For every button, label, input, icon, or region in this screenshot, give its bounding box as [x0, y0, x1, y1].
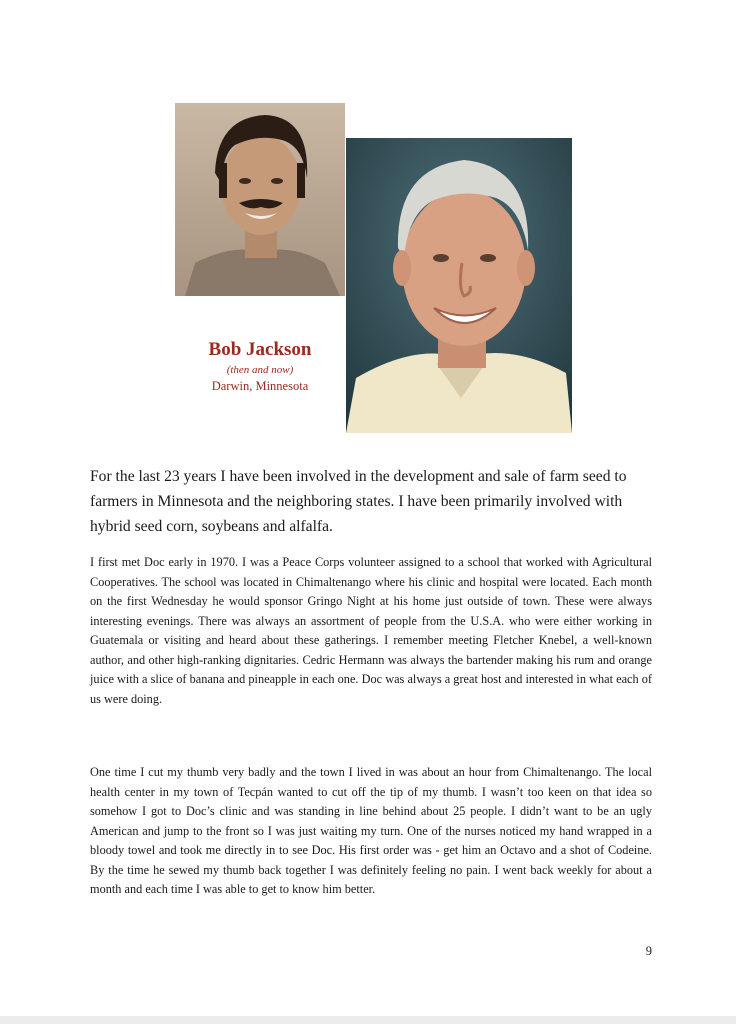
intro-paragraph: For the last 23 years I have been involved in the development and sale of farm seed to farmers in Minnesota and the neighboring states. I have been primarily involved with hybrid seed corn, soybeans and alfalfa.: [90, 468, 627, 535]
body-paragraph-1: I first met Doc early in 1970. I was a Peace Corps volunteer assigned to a school that worked with Agricultural Cooperatives. The school was located in Chimaltenango where his clinic and hospital were located. Each month on the first Wednesday he would sponsor Gringo Night at his home just outside of town. These were always interesting evenings. There was always an assortment of people from the U.S.A. who were either working in Guatemala or visiting and heard about these gatherings. I remember meeting Fletcher Knebel, a well-known author, and other high-ranking dignitaries. Cedric Hermann was always the bartender making his rum and orange juice with a slice of banana and pineapple in each one. Doc was always a great host and interested in what each of us were doing.: [90, 555, 652, 706]
page-number: 9: [645, 944, 652, 958]
caption-subtitle: (then and now): [226, 364, 294, 376]
photo-now: [346, 138, 572, 433]
portrait-photo-young-icon: [175, 103, 345, 296]
caption-location: Darwin, Minnesota: [211, 379, 309, 393]
portrait-photo-older-icon: [346, 138, 572, 433]
person-name: Bob Jackson: [208, 339, 312, 360]
body-paragraph-2: One time I cut my thumb very badly and the town I lived in was about an hour from Chimaltenango. The local health center in my town of Tecpán wanted to cut off the tip of my thumb. I wasn’t too keen on that idea so somehow I got to Doc’s clinic and was standing in line behind about 25 people. I didn’t want to be an ugly American and jump to the front so I was just waiting my turn. One of the nurses noticed my hand wrapped in a bloody towel and took me directly in to see Doc. His first order was - get him an Octavo and a shot of Codeine. By the time he sewed my thumb back together I was definitely feeling no pain. I went back weekly for about a month and each time I was able to get to know him better.: [90, 765, 652, 896]
photo-then: [175, 103, 345, 296]
page-bottom-edge: [0, 1016, 736, 1024]
photo-caption: [180, 338, 340, 394]
